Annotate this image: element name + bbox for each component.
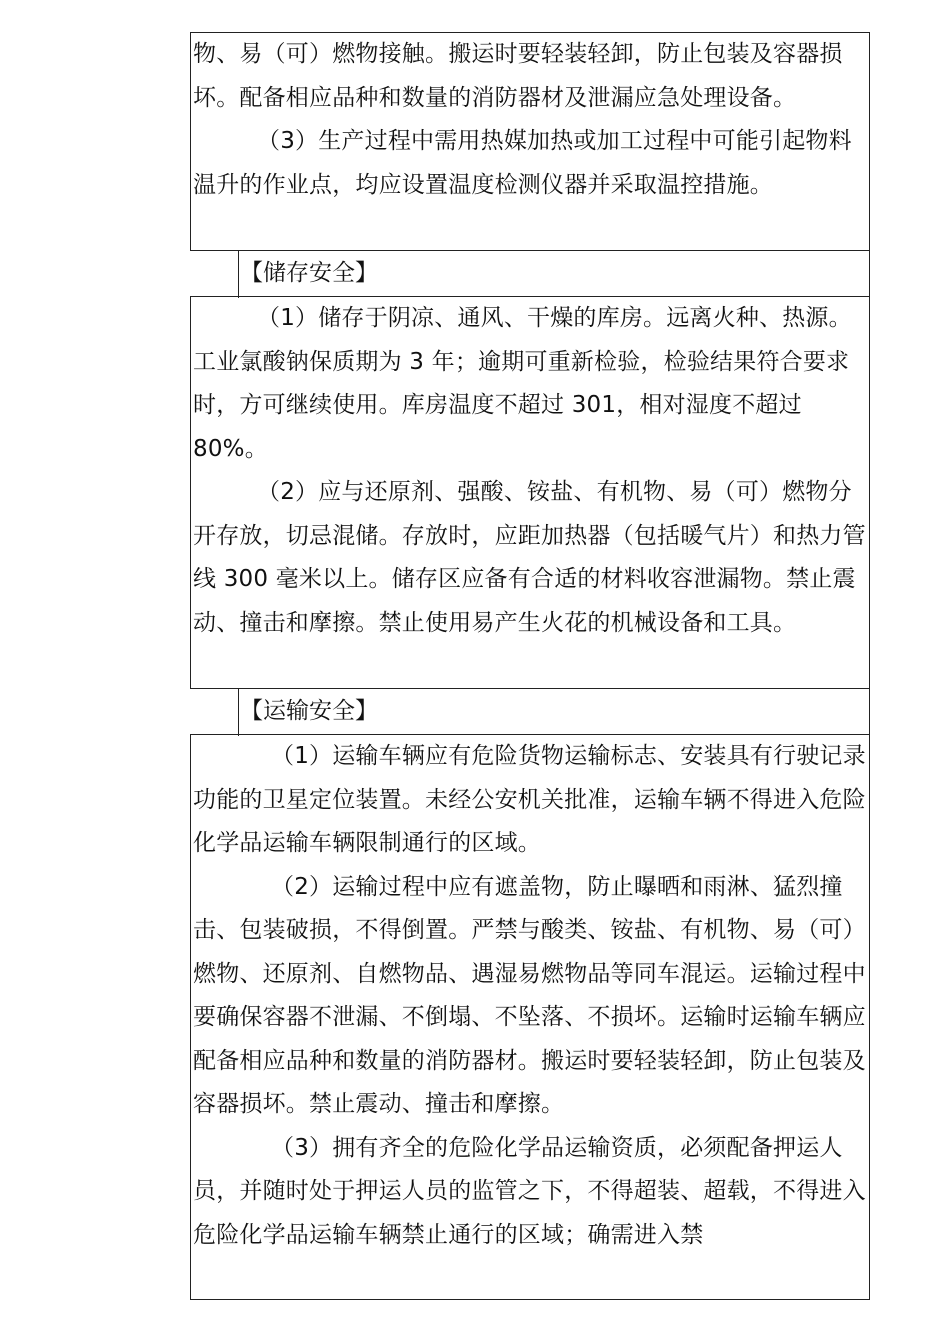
continuation-paragraph-2: （3）生产过程中需用热媒加热或加工过程中可能引起物料温升的作业点，均应设置温度检测仪器并采取温控措施。 xyxy=(193,128,852,198)
storage-paragraph-2: （2）应与还原剂、强酸、铵盐、有机物、易（可）燃物分开存放，切忌混储。存放时，应距加热器（包括暖气片）和热力管线 300 毫米以上。储存区应备有合适的材料收容泄漏物。禁止震动、撞击和摩擦。禁止使用易产生火花的机械设备和工具。 xyxy=(193,479,866,636)
storage-safety-header xyxy=(190,250,870,297)
continuation-block xyxy=(190,32,870,251)
transport-paragraph-1: （1）运输车辆应有危险货物运输标志、安装具有行驶记录功能的卫星定位装置。未经公安机关批准，运输车辆不得进入危险化学品运输车辆限制通行的区域。 xyxy=(193,743,866,856)
storage-safety-block xyxy=(190,296,870,689)
continuation-paragraph-1: 物、易（可）燃物接触。搬运时要轻装轻卸，防止包装及容器损坏。配备相应品种和数量的消防器材及泄漏应急处理设备。 xyxy=(193,41,843,111)
storage-paragraph-1: （1）储存于阴凉、通风、干燥的库房。远离火种、热源。工业氯酸钠保质期为 3 年；逾期可重新检验，检验结果符合要求时，方可继续使用。库房温度不超过 301，相对湿度不超过 80%。 xyxy=(193,305,852,462)
transport-safety-block xyxy=(190,734,870,1300)
transport-paragraph-2: （2）运输过程中应有遮盖物，防止曝晒和雨淋、猛烈撞击、包装破损，不得倒置。严禁与酸类、铵盐、有机物、易（可）燃物、还原剂、自燃物品、遇湿易燃物品等同车混运。运输过程中要确保容器不泄漏、不倒塌、不坠落、不损坏。运输时运输车辆应配备相应品种和数量的消防器材。搬运时要轻装轻卸，防止包装及容器损坏。禁止震动、撞击和摩擦。 xyxy=(193,873,866,1117)
transport-safety-header xyxy=(190,688,870,735)
storage-safety-title: 【储存安全】 xyxy=(240,259,378,286)
transport-paragraph-3: （3）拥有齐全的危险化学品运输资质，必须配备押运人员，并随时处于押运人员的监管之下，不得超装、超载，不得进入危险化学品运输车辆禁止通行的区域；确需进入禁 xyxy=(193,1134,866,1248)
transport-safety-title: 【运输安全】 xyxy=(240,697,378,724)
